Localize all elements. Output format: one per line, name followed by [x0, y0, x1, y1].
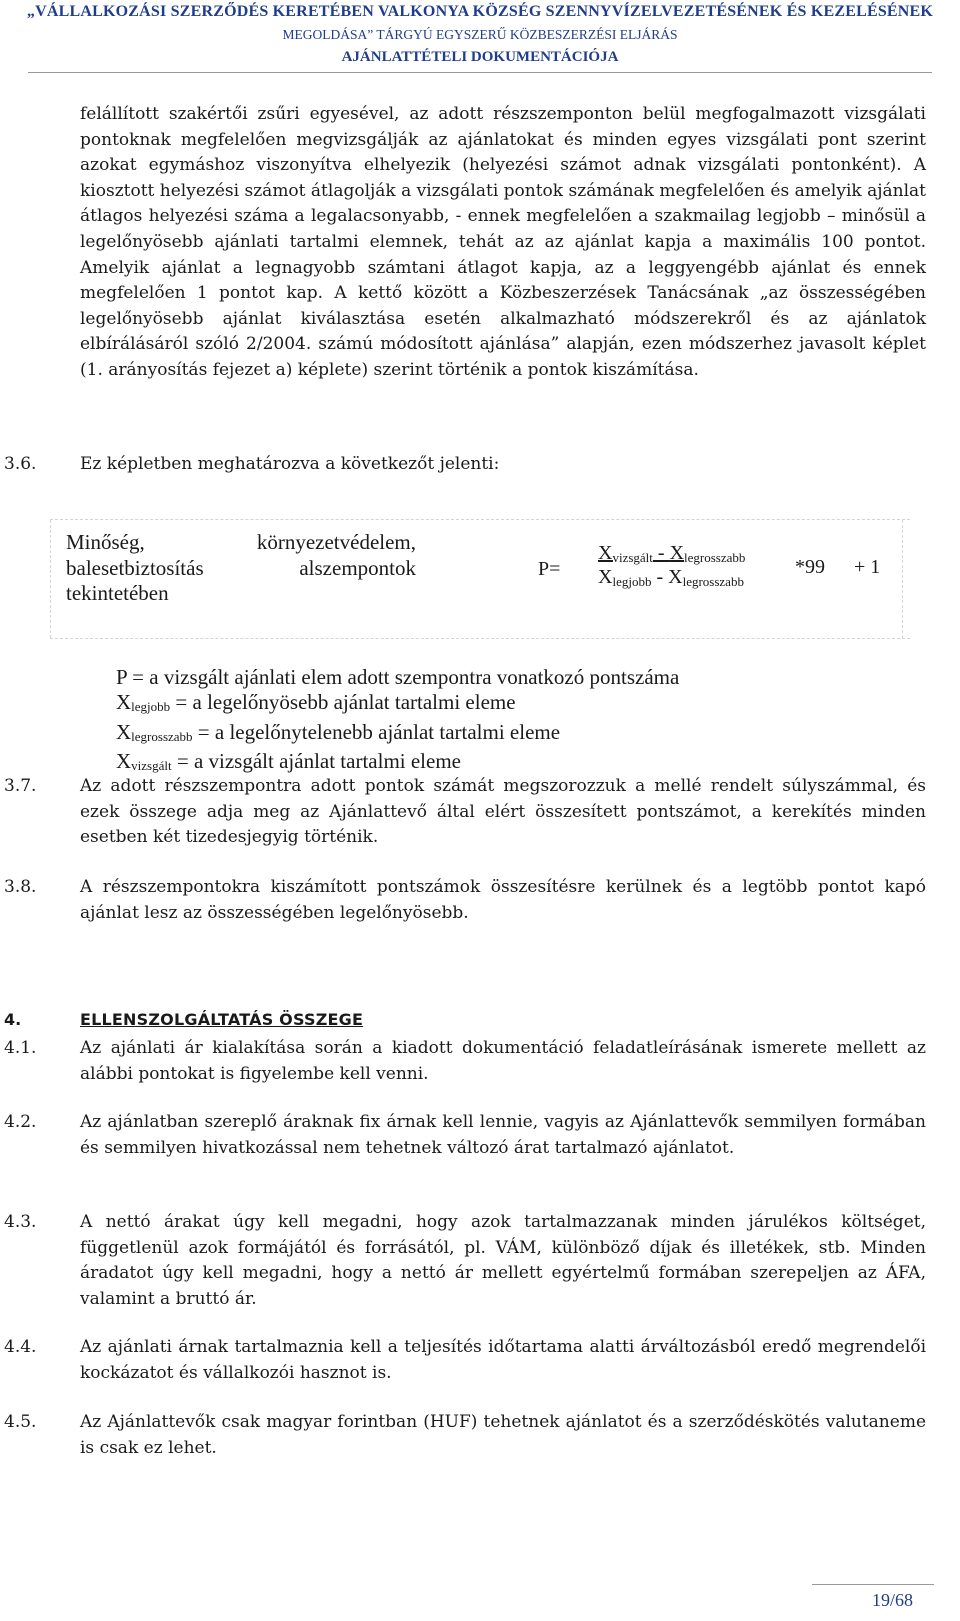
item-4-1-text: Az ajánlati ár kialakítása során a kiadott dokumentáció feladatleírásának ismerete mellett az alábbi pontokat is figyelembe kell venni.: [80, 1038, 926, 1084]
item-3-8-number: 3.8.: [4, 877, 37, 897]
page-number: 19/68: [872, 1590, 914, 1610]
item-3-7-text: Az adott részszempontra adott pontok számát megszorozzuk a mellé rendelt súlyszámmal, és ezek összege adja meg az Ajánlattevő által elért összesített pontszámot, a kerekítés minden esetben két tizedesjegyig történik.: [80, 776, 926, 848]
item-4-4-number: 4.4.: [4, 1337, 37, 1357]
formula-multiplier: *99: [795, 556, 825, 578]
item-4-5-text: Az Ajánlattevők csak magyar forintban (HUF) tehetnek ajánlatot és a szerződéskötés valutaneme is csak ez lehet.: [80, 1412, 926, 1458]
formula-box: [50, 519, 910, 639]
formula-legend: [116, 665, 876, 779]
formula-box-right-edge: [902, 520, 911, 638]
formula-addend: + 1: [854, 556, 881, 578]
formula-numerator: $X_{vizsgált} - X_{legrosszabb}$: [598, 542, 746, 565]
footer-divider: [812, 1584, 934, 1585]
item-3-6-text: Ez képletben meghatározva a következőt jelenti:: [80, 454, 500, 474]
legend-p: P = a vizsgált ajánlati elem adott szempontra vonatkozó pontszáma: [116, 665, 680, 689]
formula-box-left-edge: [50, 520, 59, 638]
header-title-line-2: MEGOLDÁSA” TÁRGYÚ EGYSZERŰ KÖZBESZERZÉSI ELJÁRÁS: [282, 27, 678, 42]
header-title-line-3: AJÁNLATTÉTELI DOKUMENTÁCIÓJA: [341, 49, 619, 65]
item-4-2-text: Az ajánlatban szereplő áraknak fix árnak kell lennie, vagyis az Ajánlattevők semmilyen formában és semmilyen hivatkozással nem tehetnek változó árat tartalmazó ajánlatot.: [80, 1112, 926, 1158]
legend-legrosszabb: $X_{legrosszabb} = a$ legelőnytelenebb ajánlat tartalmi eleme: [116, 719, 561, 744]
item-3-8-text: A részszempontokra kiszámított pontszámok összesítésre kerülnek és a legtöbb pontot kapó ajánlat lesz az összességében legelőnyösebb.: [80, 877, 926, 923]
formula-p-label: P=: [538, 558, 561, 580]
item-4-4-text: Az ajánlati árnak tartalmaznia kell a teljesítés időtartama alatti árváltozásból eredő megrendelői kockázatot és vállalkozói hasznot is.: [80, 1337, 926, 1383]
header-divider: [28, 72, 932, 73]
item-4-5-number: 4.5.: [4, 1412, 37, 1432]
formula-fraction: [598, 542, 778, 590]
section-4-number: 4.: [4, 1010, 22, 1029]
section-4-title: ELLENSZOLGÁLTATÁS ÖSSZEGE: [80, 1010, 364, 1029]
item-4-3-number: 4.3.: [4, 1212, 37, 1232]
item-3-6-number: 3.6.: [4, 454, 37, 474]
item-4-2-number: 4.2.: [4, 1112, 37, 1132]
header-title-line-1: „VÁLLALKOZÁSI SZERZŐDÉS KERETÉBEN VALKONYA KÖZSÉG SZENNYVÍZELVEZETÉSÉNEK ÉS KEZELÉSÉNEK: [26, 3, 934, 20]
legend-legjobb: $X_{legjobb} = a$ legelőnyösebb ajánlat tartalmi eleme: [116, 690, 516, 715]
formula-denominator: $X_{legjobb} - X_{legrosszabb}$: [598, 566, 744, 589]
item-4-1-number: 4.1.: [4, 1038, 37, 1058]
intro-paragraph: felállított szakértői zsűri egyesével, az adott részszemponton belül megfogalmazott vizsgálati pontoknak megfelelően megvizsgálják az ajánlatokat és minden egyes vizsgálati pont szerint azokat egymáshoz viszonyítva elhelyezik (helyezési számot adnak vizsgálati pontonként). A kiosztott helyezési számot átlagolják a vizsgálati pontok számának megfelelően és amelyik ajánlat átlagos helyezési száma a legalacsonyabb, - ennek megfelelően a szakmailag legjobb – minősül a legelőnyösebb ajánlati tartalmi elemnek, tehát az az ajánlat kapja a maximális 100 pontot. Amelyik ajánlat a legnagyobb számtani átlagot kapja, az a leggyengébb ajánlat és ennek megfelelően 1 pontot kap. A kettő között a Közbeszerzések Tanácsának „az összességében legelőnyösebb ajánlat kiválasztása esetén alkalmazható módszerekről és az ajánlatok elbírálásáról szóló 2/2004. számú módosított ajánlása” alapján, ezen módszerhez javasolt képlet (1. arányosítás fejezet a) képlete) szerint történik a pontok kiszámítása.: [80, 104, 926, 380]
item-4-3-text: A nettó árakat úgy kell megadni, hogy azok tartalmazzanak minden járulékos költséget, függetlenül azok formájától és forrásától, pl. VÁM, különböző díjak és illetékek, stb. Minden áradatot úgy kell megadni, hogy a nettó ár mellett egyértelmű formában szerepeljen az ÁFA, valamint a bruttó ár.: [80, 1212, 926, 1309]
legend-vizsgalt: $X_{vizsgált} = a$ vizsgált ajánlat tartalmi eleme: [116, 749, 461, 774]
formula-description: Minőség, környezetvédelem, balesetbiztosítás alszempontok tekintetében: [66, 530, 416, 605]
item-3-7-number: 3.7.: [4, 776, 37, 796]
